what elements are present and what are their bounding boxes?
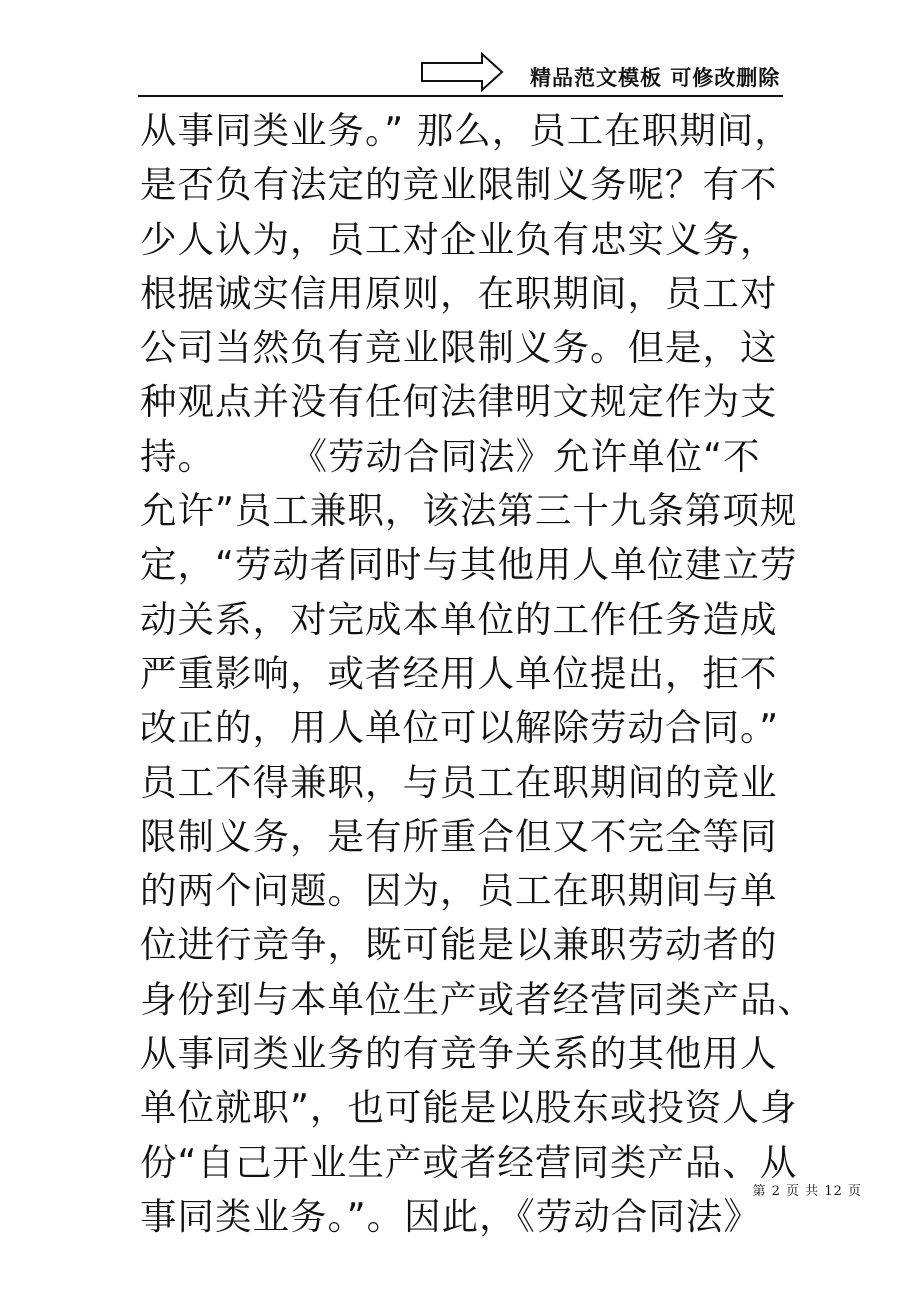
text-line: 的两个问题。因为，员工在职期间与单 — [140, 869, 778, 913]
text-line: 单位就职”，也可能是以股东或投资人身 — [140, 1086, 798, 1130]
text-line: 是否负有法定的竞业限制义务呢？有不 — [140, 163, 778, 207]
text-line: 份“自己开业生产或者经营同类产品、从 — [140, 1140, 798, 1184]
header-label: 精品范文模板 可修改删除 — [530, 66, 781, 90]
text-line: 从事同类业务。” 那么，员工在职期间， — [140, 109, 792, 152]
text-line: 改正的，用人单位可以解除劳动合同。” — [140, 706, 780, 750]
text-line: 根据诚实信用原则，在职期间，员工对 — [140, 271, 778, 315]
text-line: 位进行竞争，既可能是以兼职劳动者的 — [140, 923, 778, 967]
text-line: 持。 《劳动合同法》允许单位“不 — [140, 434, 761, 478]
page-number: 第 2 页 共 12 页 — [752, 1184, 862, 1199]
text-line: 动关系，对完成本单位的工作任务造成 — [140, 597, 778, 641]
text-line: 从事同类业务的有竞争关系的其他用人 — [140, 1032, 778, 1076]
text-line: 严重影响，或者经用人单位提出，拒不 — [140, 651, 778, 695]
text-line: 事同类业务。”。因此，《劳动合同法》 — [140, 1194, 761, 1238]
text-line: 身份到与本单位生产或者经营同类产品、 — [140, 977, 815, 1021]
text-line: 公司当然负有竞业限制义务。但是，这 — [140, 326, 778, 370]
text-line: 允许”员工兼职，该法第三十九条第项规 — [140, 489, 798, 533]
text-line: 员工不得兼职，与员工在职期间的竞业 — [140, 760, 778, 804]
text-line: 少人认为，员工对企业负有忠实义务， — [140, 217, 778, 261]
text-line: 种观点并没有任何法律明文规定作为支 — [140, 380, 778, 424]
page-header — [0, 0, 920, 100]
header-rule — [138, 95, 783, 97]
text-line: 定，“劳动者同时与其他用人单位建立劳 — [140, 543, 798, 587]
text-line: 限制义务，是有所重合但又不完全等同 — [140, 814, 778, 858]
arrow-right-icon — [420, 52, 504, 92]
